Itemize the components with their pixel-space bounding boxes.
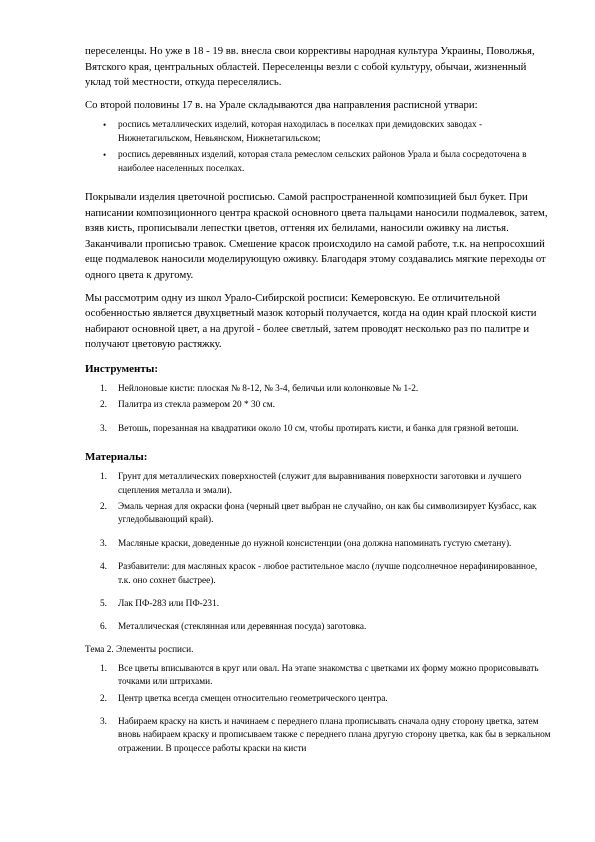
list-item-text: Все цветы вписываются в круг или овал. На этапе знакомства с цветками их форму можно прорисовывать точками или штрихами. <box>118 663 539 688</box>
topic-list <box>85 663 551 756</box>
list-item-text: Палитра из стекла размером 20 * 30 см. <box>118 400 275 411</box>
list-number: 6. <box>100 622 107 633</box>
list-item-text: Нейлоновые кисти: плоская № 8-12, № 3-4, беличьи или колонковые № 1-2. <box>118 383 419 394</box>
list-item <box>85 621 551 634</box>
list-item <box>85 501 551 528</box>
list-number: 2. <box>100 400 107 411</box>
list-item <box>85 538 551 551</box>
tools-heading: Инструменты: <box>85 362 159 375</box>
list-item-text: Лак ПФ-283 или ПФ-231. <box>118 599 220 609</box>
paragraph-directions: Со второй половины 17 в. на Урале складываются два направления расписной утвари: <box>85 98 478 111</box>
bullet-icon: • <box>103 120 107 131</box>
list-number: 3. <box>100 538 107 549</box>
paragraph-school: Мы рассмотрим одну из школ Урало-Сибирской росписи: Кемеровскую. Ее отличительной особенностью является двухцветный мазок который получается, когда на один край плоской кисти набирают основной цвет, а на другой - более светлый, затем проводят несколько раз по палитре и получают цветовую растяжку. <box>85 291 537 351</box>
list-item-text: Грунт для металлических поверхностей (служит для выравнивания поверхности заготовки и лучшего сцепления металла и эмали). <box>118 472 522 496</box>
materials-heading: Материалы: <box>85 451 148 464</box>
list-number: 2. <box>100 693 107 704</box>
list-item <box>85 423 551 436</box>
list-item-text: Центр цветка всегда смещен относительно геометрического центра. <box>118 693 388 704</box>
list-item <box>85 119 551 146</box>
list-item-text: Ветошь, порезанная на квадратики около 10 см, чтобы протирать кисти, и банка для грязной ветоши. <box>118 423 519 434</box>
bullet-icon: • <box>103 150 107 161</box>
paragraph-intro: переселенцы. Но уже в 18 - 19 вв. внесла свои коррективы народная культура Украины, Поволжья, Вятского края, центральных областей. Переселенцы везли с собой культуру, обычаи, жизненный уклад той местности, откуда переселялись. <box>85 45 535 89</box>
list-number: 2. <box>100 501 107 512</box>
list-item-text: роспись деревянных изделий, которая стала ремеслом сельских районов Урала и была сосредоточена в наиболее населенных поселках. <box>118 150 527 174</box>
materials-list <box>85 471 551 635</box>
list-item <box>85 561 551 588</box>
list-item-text: Набираем краску на кисть и начинаем с переднего плана прописывать сначала одну сторону цветка, затем вновь набираем краску и прописываем также с переднего плана другую сторону цветка, как бы в зеркальном отражении. В процессе работы краски на кисти <box>118 717 551 754</box>
list-item <box>85 598 551 611</box>
list-number: 1. <box>100 663 107 674</box>
list-item-text: Металлическая (стеклянная или деревянная посуда) заготовка. <box>118 622 367 633</box>
list-item <box>85 471 551 498</box>
list-number: 4. <box>100 562 107 573</box>
list-number: 3. <box>100 717 107 728</box>
list-item <box>85 716 551 756</box>
tools-list <box>85 383 551 436</box>
list-item <box>85 693 551 706</box>
list-item <box>85 663 551 690</box>
list-item-text: Масляные краски, доведенные до нужной консистенции (она должна напоминать густую сметану). <box>118 538 512 549</box>
list-number: 3. <box>100 423 107 434</box>
list-number: 5. <box>100 599 107 609</box>
list-item-text: роспись металлических изделий, которая находилась в поселках при демидовских заводах - Нижнетагильском, Невьянском, Нижнетагильском; <box>118 120 483 144</box>
list-number: 1. <box>100 383 107 394</box>
paragraph-painting: Покрывали изделия цветочной росписью. Самой распространенной композицией был букет. При написании композиционного центра краской основного цвета пальцами наносили подмалевок, затем, взяв кисть, прописывали лепестки цветов, оттеняя их белилами, наносили оживку на листья. Заканчивали прописью травок. Смешение красок происходило на самой работе, т.к. на непросохший еще подмалевок наносили моделирующую оживку. Благодаря этому создавались мягкие переходы от одного цвета к другому. <box>85 191 548 281</box>
list-item-text: Эмаль черная для окраски фона (черный цвет выбран не случайно, он как бы символизирует Кузбасс, как угледобывающий край). <box>118 501 537 526</box>
directions-list <box>85 119 551 176</box>
list-item-text: Разбавители: для масляных красок - любое растительное масло (лучше подсолнечное нерафинированное, т.к. оно сохнет быстрее). <box>118 562 538 586</box>
list-item <box>85 149 551 176</box>
list-item <box>85 383 551 396</box>
list-number: 1. <box>100 472 107 483</box>
topic-title: Тема 2. Элементы росписи. <box>85 644 194 655</box>
document-content <box>85 44 551 756</box>
list-item <box>85 399 551 412</box>
